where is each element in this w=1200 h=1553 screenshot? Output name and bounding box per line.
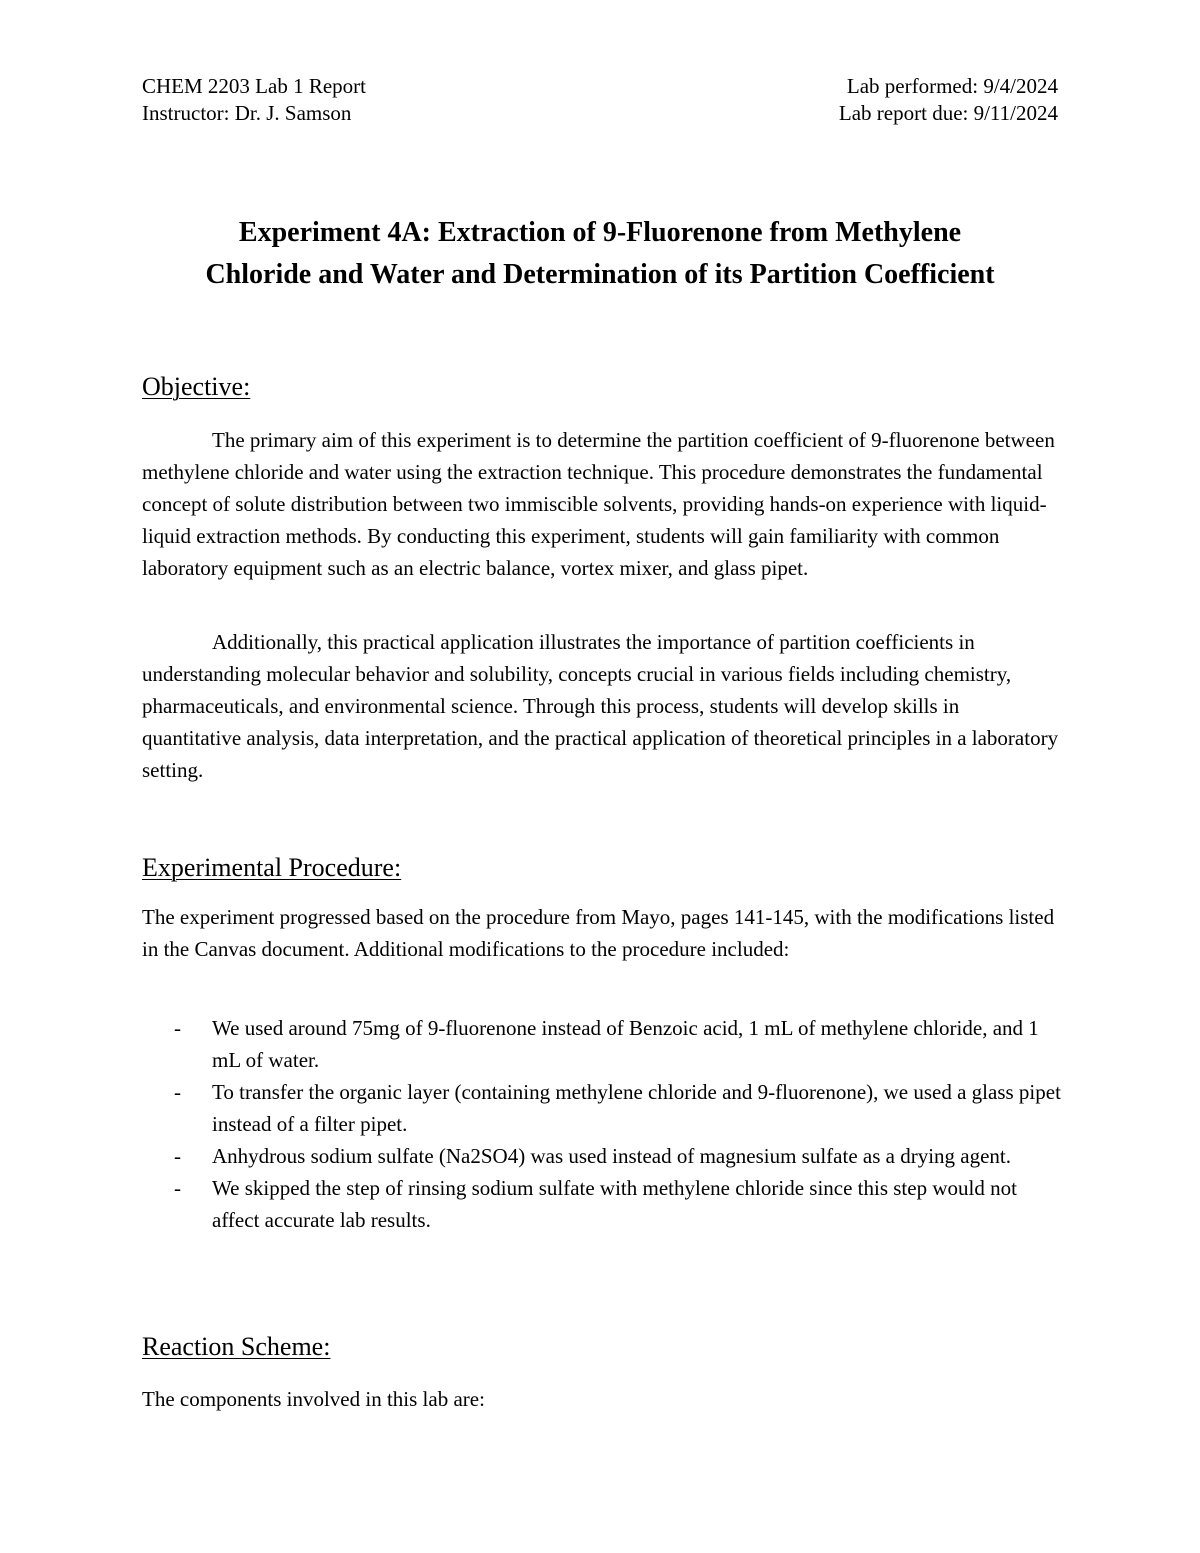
objective-heading: Objective: — [142, 372, 251, 401]
header-left — [142, 73, 366, 127]
instructor-name: Instructor: Dr. J. Samson — [142, 101, 352, 125]
report-title-line-2: Chloride and Water and Determination of its Partition Coefficient — [205, 259, 995, 290]
reaction-scheme-intro: The components involved in this lab are: — [142, 1387, 485, 1411]
objective-paragraph-1: The primary aim of this experiment is to determine the partition coefficient of 9-fluorenone between methylene chloride and water using the extraction technique. This procedure demonstrates the fundamental concept of solute distribution between two immiscible solvents, providing hands-on experience with liquid-liquid extraction methods. By conducting this experiment, students will gain familiarity with common laboratory equipment such as an electric balance, vortex mixer, and glass pipet. — [142, 428, 1055, 580]
list-item — [142, 1140, 1062, 1172]
reaction-scheme-heading: Reaction Scheme: — [142, 1332, 331, 1361]
lab-performed-date: Lab performed: 9/4/2024 — [846, 74, 1058, 98]
header-right — [839, 73, 1058, 127]
modifications-list — [142, 1012, 1062, 1236]
bullet-dash: - — [174, 1144, 181, 1168]
bullet-dash: - — [174, 1176, 181, 1200]
objective-paragraph-2: Additionally, this practical application illustrates the importance of partition coefficients in understanding molecular behavior and solubility, concepts crucial in various fields including chemistry, pharmaceuticals, and environmental science. Through this process, students will develop skills in quantitative analysis, data interpretation, and the practical application of theoretical principles in a laboratory setting. — [142, 630, 1059, 782]
list-item-text: To transfer the organic layer (containing methylene chloride and 9-fluorenone), we used a glass pipet instead of a filter pipet. — [212, 1080, 1061, 1136]
report-title-line-1: Experiment 4A: Extraction of 9-Fluorenone from Methylene — [238, 217, 962, 248]
list-item-text: Anhydrous sodium sulfate (Na2SO4) was used instead of magnesium sulfate as a drying agent. — [212, 1144, 1012, 1168]
bullet-dash: - — [174, 1016, 181, 1040]
list-item — [142, 1172, 1062, 1236]
list-item — [142, 1012, 1062, 1076]
list-item-text: We used around 75mg of 9-fluorenone instead of Benzoic acid, 1 mL of methylene chloride, and 1 mL of water. — [212, 1016, 1039, 1072]
list-item-text: We skipped the step of rinsing sodium sulfate with methylene chloride since this step would not affect accurate lab results. — [212, 1176, 1017, 1232]
lab-due-date: Lab report due: 9/11/2024 — [838, 101, 1058, 125]
bullet-dash: - — [174, 1080, 181, 1104]
list-item — [142, 1076, 1062, 1140]
course-title: CHEM 2203 Lab 1 Report — [142, 74, 366, 98]
procedure-intro: The experiment progressed based on the procedure from Mayo, pages 141-145, with the modifications listed in the Canvas document. Additional modifications to the procedure included: — [142, 905, 1055, 961]
report-title — [100, 212, 1100, 296]
procedure-heading: Experimental Procedure: — [142, 853, 402, 882]
